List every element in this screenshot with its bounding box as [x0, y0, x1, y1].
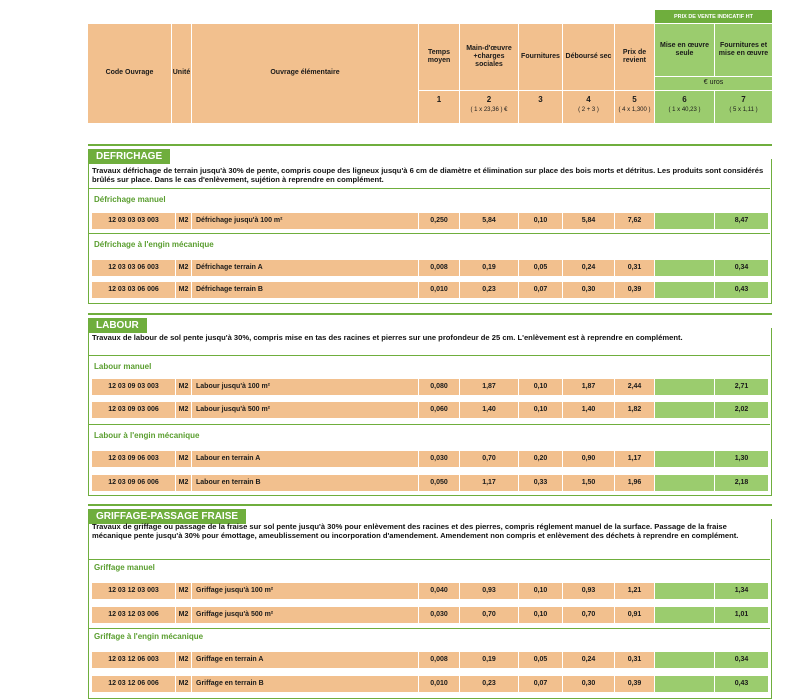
- cell-c4: 0,24: [563, 260, 615, 276]
- cell-c6: [655, 379, 715, 395]
- cell-c1: 0,010: [419, 282, 460, 298]
- cell-c6: [655, 676, 715, 692]
- header-num-2: 2 ( 1 x 23,36 ) €: [460, 90, 519, 123]
- cell-c-lbl: Griffage jusqu'à 500 m²: [192, 607, 419, 623]
- cell-c4: 0,93: [563, 583, 615, 599]
- cell-c3: 0,33: [519, 475, 563, 491]
- cell-c4: 0,30: [563, 676, 615, 692]
- cell-c7: 1,34: [715, 583, 768, 599]
- cell-c-lbl: Labour en terrain A: [192, 451, 419, 467]
- cell-c-code: 12 03 09 06 003: [92, 451, 176, 467]
- header-num-1: 1: [419, 90, 460, 123]
- cell-c6: [655, 652, 715, 668]
- cell-c5: 0,39: [615, 282, 655, 298]
- divider: [88, 233, 770, 234]
- cell-c-unit: M2: [176, 475, 192, 491]
- header-num-6: 6 ( 1 x 40,23 ): [655, 90, 715, 123]
- section-griffage: [88, 504, 772, 692]
- cell-c-code: 12 03 12 03 003: [92, 583, 176, 599]
- cell-c3: 0,05: [519, 652, 563, 668]
- cell-c7: 0,43: [715, 282, 768, 298]
- cell-c1: 0,010: [419, 676, 460, 692]
- cell-c3: 0,07: [519, 282, 563, 298]
- cell-c7: 0,34: [715, 260, 768, 276]
- header-unit: Unité: [172, 24, 192, 123]
- table-row: [92, 475, 768, 491]
- cell-c-code: 12 03 09 03 006: [92, 402, 176, 418]
- cell-c6: [655, 475, 715, 491]
- divider: [88, 559, 770, 560]
- group-title: Labour à l'engin mécanique: [94, 431, 200, 440]
- cell-c-code: 12 03 03 06 003: [92, 260, 176, 276]
- table-row: [92, 607, 768, 623]
- cell-c3: 0,05: [519, 260, 563, 276]
- section-title: DEFRICHAGE: [88, 144, 772, 161]
- cell-c-lbl: Griffage en terrain B: [192, 676, 419, 692]
- cell-c3: 0,10: [519, 213, 563, 229]
- section-labour: [88, 313, 772, 496]
- cell-c4: 1,40: [563, 402, 615, 418]
- header-ouvrage: Ouvrage élémentaire: [192, 24, 419, 123]
- header-mise: Mise en œuvre seule: [655, 24, 715, 76]
- cell-c-code: 12 03 09 03 003: [92, 379, 176, 395]
- cell-c-lbl: Labour en terrain B: [192, 475, 419, 491]
- cell-c7: 2,18: [715, 475, 768, 491]
- cell-c-code: 12 03 12 06 006: [92, 676, 176, 692]
- cell-c-lbl: Défrichage terrain A: [192, 260, 419, 276]
- cell-c7: 8,47: [715, 213, 768, 229]
- cell-c4: 1,50: [563, 475, 615, 491]
- cell-c6: [655, 213, 715, 229]
- cell-c2: 1,40: [460, 402, 519, 418]
- cell-c3: 0,10: [519, 583, 563, 599]
- cell-c2: 5,84: [460, 213, 519, 229]
- cell-c-unit: M2: [176, 676, 192, 692]
- header-mo: Main-d'œuvre +charges sociales: [460, 24, 519, 90]
- cell-c-unit: M2: [176, 213, 192, 229]
- table-row: [92, 213, 768, 229]
- cell-c2: 0,93: [460, 583, 519, 599]
- cell-c-code: 12 03 12 06 003: [92, 652, 176, 668]
- cell-c6: [655, 451, 715, 467]
- cell-c3: 0,10: [519, 607, 563, 623]
- price-indicative-banner: PRIX DE VENTE INDICATIF HT: [655, 10, 772, 23]
- cell-c7: 0,43: [715, 676, 768, 692]
- cell-c5: 0,39: [615, 676, 655, 692]
- cell-c-unit: M2: [176, 402, 192, 418]
- cell-c1: 0,008: [419, 652, 460, 668]
- cell-c7: 1,30: [715, 451, 768, 467]
- table-header: [88, 24, 772, 123]
- cell-c4: 0,70: [563, 607, 615, 623]
- cell-c-code: 12 03 09 06 006: [92, 475, 176, 491]
- cell-c7: 0,34: [715, 652, 768, 668]
- cell-c-unit: M2: [176, 260, 192, 276]
- cell-c1: 0,030: [419, 451, 460, 467]
- divider: [88, 628, 770, 629]
- cell-c3: 0,10: [519, 402, 563, 418]
- header-num-5: 5 ( 4 x 1,300 ): [615, 90, 655, 123]
- section-defrichage: [88, 144, 772, 304]
- group-title: Défrichage à l'engin mécanique: [94, 240, 214, 249]
- cell-c-code: 12 03 03 03 003: [92, 213, 176, 229]
- header-fourn-mise: Fournitures et mise en œuvre: [715, 24, 772, 76]
- header-debourse: Déboursé sec: [563, 24, 615, 90]
- cell-c7: 2,02: [715, 402, 768, 418]
- cell-c-lbl: Défrichage terrain B: [192, 282, 419, 298]
- cell-c3: 0,07: [519, 676, 563, 692]
- cell-c1: 0,250: [419, 213, 460, 229]
- table-row: [92, 583, 768, 599]
- group-title: Défrichage manuel: [94, 195, 166, 204]
- cell-c-lbl: Défrichage jusqu'à 100 m²: [192, 213, 419, 229]
- cell-c1: 0,060: [419, 402, 460, 418]
- group-title: Griffage manuel: [94, 563, 155, 572]
- cell-c5: 7,62: [615, 213, 655, 229]
- cell-c6: [655, 607, 715, 623]
- cell-c5: 1,21: [615, 583, 655, 599]
- cell-c7: 2,71: [715, 379, 768, 395]
- cell-c5: 0,91: [615, 607, 655, 623]
- cell-c1: 0,050: [419, 475, 460, 491]
- cell-c-unit: M2: [176, 451, 192, 467]
- cell-c6: [655, 260, 715, 276]
- cell-c2: 1,87: [460, 379, 519, 395]
- cell-c4: 0,90: [563, 451, 615, 467]
- cell-c2: 0,23: [460, 676, 519, 692]
- table-row: [92, 402, 768, 418]
- header-temps: Temps moyen: [419, 24, 460, 90]
- cell-c2: 0,23: [460, 282, 519, 298]
- cell-c-unit: M2: [176, 379, 192, 395]
- divider: [88, 188, 770, 189]
- table-row: [92, 451, 768, 467]
- cell-c4: 1,87: [563, 379, 615, 395]
- cell-c5: 0,31: [615, 260, 655, 276]
- cell-c3: 0,10: [519, 379, 563, 395]
- cell-c5: 1,17: [615, 451, 655, 467]
- cell-c2: 1,17: [460, 475, 519, 491]
- cell-c-lbl: Labour jusqu'à 500 m²: [192, 402, 419, 418]
- cell-c-unit: M2: [176, 652, 192, 668]
- section-description: Travaux de griffage ou passage de la fraise sur sol pente jusqu'à 30% pour enlèvement des racines et des pierres, compris réglement manuel de la surface. Passage de la fraise mécanique pente jusqu'à 30% pour émottage, ameublissement ou incorporation d'amendement. Amendement non compris et enlèvement des déchets à reprendre en complément.: [92, 522, 739, 540]
- cell-c2: 0,19: [460, 652, 519, 668]
- group-title: Griffage à l'engin mécanique: [94, 632, 204, 641]
- cell-c6: [655, 583, 715, 599]
- cell-c4: 0,24: [563, 652, 615, 668]
- cell-c-lbl: Griffage en terrain A: [192, 652, 419, 668]
- cell-c6: [655, 402, 715, 418]
- header-fournitures: Fournitures: [519, 24, 563, 90]
- header-euros: € uros: [655, 76, 772, 90]
- cell-c5: 1,96: [615, 475, 655, 491]
- cell-c-lbl: Griffage jusqu'à 100 m²: [192, 583, 419, 599]
- cell-c-code: 12 03 12 03 006: [92, 607, 176, 623]
- cell-c1: 0,008: [419, 260, 460, 276]
- cell-c2: 0,19: [460, 260, 519, 276]
- group-title: Labour manuel: [94, 362, 152, 371]
- table-row: [92, 260, 768, 276]
- cell-c6: [655, 282, 715, 298]
- header-num-4: 4 ( 2 + 3 ): [563, 90, 615, 123]
- cell-c-code: 12 03 03 06 006: [92, 282, 176, 298]
- cell-c2: 0,70: [460, 451, 519, 467]
- cell-c2: 0,70: [460, 607, 519, 623]
- table-row: [92, 676, 768, 692]
- cell-c-unit: M2: [176, 583, 192, 599]
- header-num-3: 3: [519, 90, 563, 123]
- header-num-7: 7 ( 5 x 1,11 ): [715, 90, 772, 123]
- cell-c5: 1,82: [615, 402, 655, 418]
- section-description: Travaux défrichage de terrain jusqu'à 30% de pente, compris coupe des ligneux jusqu'à 6 cm de diamètre et élimination sur place des bois morts et détritus. Les produits sont considérés brûlés sur place. Dans le cas d'enlèvement, sujétion à reprendre en complément.: [92, 166, 764, 184]
- cell-c-lbl: Labour jusqu'à 100 m²: [192, 379, 419, 395]
- table-row: [92, 652, 768, 668]
- cell-c3: 0,20: [519, 451, 563, 467]
- cell-c5: 2,44: [615, 379, 655, 395]
- cell-c1: 0,080: [419, 379, 460, 395]
- header-code: Code Ouvrage: [88, 24, 172, 123]
- cell-c-unit: M2: [176, 282, 192, 298]
- section-title: LABOUR: [88, 313, 772, 330]
- cell-c-unit: M2: [176, 607, 192, 623]
- table-row: [92, 282, 768, 298]
- header-prix: Prix de revient: [615, 24, 655, 90]
- divider: [88, 355, 770, 356]
- cell-c4: 0,30: [563, 282, 615, 298]
- section-title: GRIFFAGE-PASSAGE FRAISE: [88, 504, 772, 521]
- cell-c1: 0,030: [419, 607, 460, 623]
- table-row: [92, 379, 768, 395]
- cell-c4: 5,84: [563, 213, 615, 229]
- cell-c7: 1,01: [715, 607, 768, 623]
- cell-c5: 0,31: [615, 652, 655, 668]
- cell-c1: 0,040: [419, 583, 460, 599]
- divider: [88, 424, 770, 425]
- section-description: Travaux de labour de sol pente jusqu'à 30%, compris mise en tas des racines et pierres sur une profondeur de 25 cm. L'enlèvement est à reprendre en complément.: [92, 333, 683, 342]
